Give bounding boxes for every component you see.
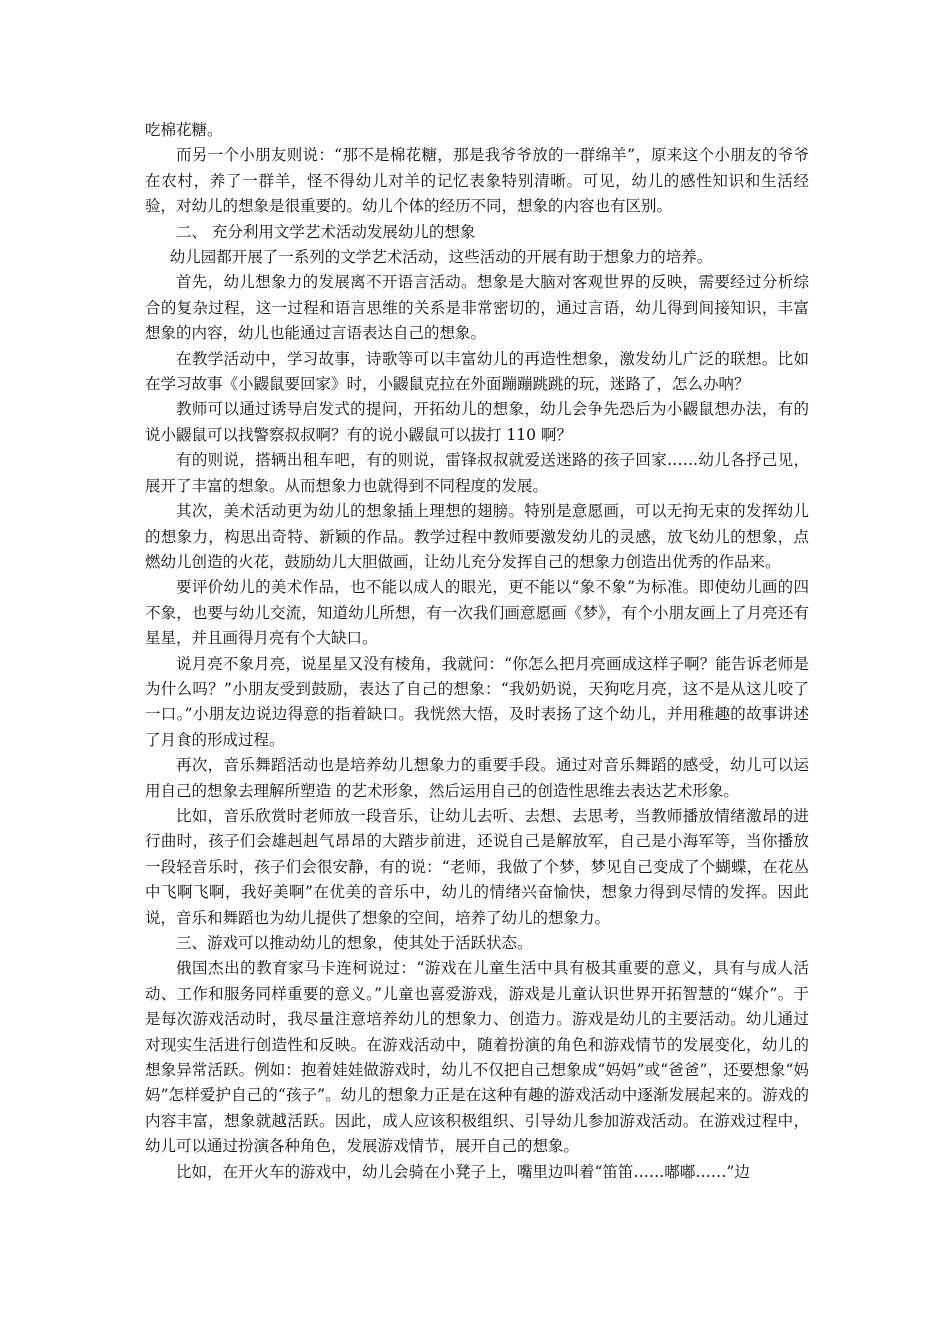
paragraph: 在教学活动中，学习故事，诗歌等可以丰富幼儿的再造性想象，激发幼儿广泛的联想。比如在学习故事《小鼹鼠要回家》时，小鼹鼠克拉在外面蹦蹦跳跳的玩，迷路了，怎么办呐？ (145, 349, 809, 394)
paragraph: 教师可以通过诱导启发式的提问，开拓幼儿的想象，幼儿会争先恐后为小鼹鼠想办法，有的说小鼹鼠可以找警察叔叔啊？有的说小鼹鼠可以拔打 110 啊？ (145, 400, 809, 444)
paragraph: 而另一个小朋友则说：“那不是棉花糖，那是我爷爷放的一群绵羊”，原来这个小朋友的爷爷在农村，养了一群羊，怪不得幼儿对羊的记忆表象特别清晰。可见，幼儿的感性知识和生活经验，对幼儿的想象是很重要的。幼儿个体的经历不同，想象的内容也有区别。 (145, 146, 809, 216)
paragraph: 吃棉花糖。 (145, 121, 223, 139)
paragraph: 比如，音乐欣赏时老师放一段音乐，让幼儿去听、去想、去思考，当教师播放情绪激昂的进行曲时，孩子们会雄赳赳气昂昂的大踏步前进，还说自己是解放军，自己是小海军等，当你播放一段轻音乐时，孩子们会很安静，有的说：“老师，我做了个梦，梦见自己变成了个蝴蝶，在花丛中飞啊飞啊，我好美啊”在优美的音乐中，幼儿的情绪兴奋愉快，想象力得到尽情的发挥。因此说，音乐和舞蹈也为幼儿提供了想象的空间，培养了幼儿的想象力。 (145, 806, 809, 927)
paragraph: 说月亮不象月亮，说星星又没有棱角，我就问：“你怎么把月亮画成这样子啊？能告诉老师是为什么吗？”小朋友受到鼓励，表达了自己的想象：“我奶奶说，天狗吃月亮，这不是从这儿咬了一口。”小朋友边说边得意的指着缺口。我恍然大悟，及时表扬了这个幼儿，并用稚趣的故事讲述了月食的形成过程。 (145, 654, 809, 749)
paragraph: 要评价幼儿的美术作品，也不能以成人的眼光，更不能以“象不象”为标准。即使幼儿画的四不象，也要与幼儿交流，知道幼儿所想，有一次我们画意愿画《梦》，有个小朋友画上了月亮还有星星，并且画得月亮有个大缺口。 (145, 578, 809, 648)
paragraph: 比如，在开火车的游戏中，幼儿会骑在小凳子上，嘴里边叫着“笛笛……嘟嘟……”边 (176, 1162, 750, 1181)
paragraph: 俄国杰出的教育家马卡连柯说过：“游戏在儿童生活中具有极其重要的意义，具有与成人活动、工作和服务同样重要的意义。”儿童也喜爱游戏，游戏是儿童认识世界开拓智慧的“媒介”。于是每次游戏活动时，我尽量注意培养幼儿的想象力、创造力。游戏是幼儿的主要活动。幼儿通过对现实生活进行创造性和反映。在游戏活动中，随着扮演的角色和游戏情节的发展变化，幼儿的想象异常活跃。例如：抱着娃娃做游戏时，幼儿不仅把自己想象成“妈妈”或“爸爸”，还要想象“妈妈”怎样爱护自己的“孩子”。幼儿的想象力正是在这种有趣的游戏活动中逐渐发展起来的。游戏的内容丰富，想象就越活跃。因此，成人应该积极组织、引导幼儿参加游戏活动。在游戏过程中，幼儿可以通过扮演各种角色，发展游戏情节，展开自己的想象。 (145, 959, 809, 1156)
paragraph: 有的则说，搭辆出租车吧，有的则说，雷锋叔叔就爱送迷路的孩子回家……幼儿各抒己见，展开了丰富的想象。从而想象力也就得到不同程度的发展。 (145, 451, 809, 495)
paragraph: 首先，幼儿想象力的发展离不开语言活动。想象是大脑对客观世界的反映，需要经过分析综合的复杂过程，这一过程和语言思维的关系是非常密切的，通过言语，幼儿得到间接知识，丰富想象的内容，幼儿也能通过言语表达自己的想象。 (145, 273, 809, 343)
paragraph: 其次，美术活动更为幼儿的想象插上理想的翅膀。特别是意愿画，可以无拘无束的发挥幼儿的想象力，构思出奇特、新颖的作品。教学过程中教师要激发幼儿的灵感，放飞幼儿的想象，点燃幼儿创造的火花，鼓励幼儿大胆做画，让幼儿充分发挥自己的想象力创造出优秀的作品来。 (145, 502, 809, 571)
section-heading: 三、游戏可以推动幼儿的想象，使其处于活跃状态。 (176, 934, 533, 952)
paragraph: 幼儿园都开展了一系列的文学艺术活动，这些活动的开展有助于想象力的培养。 (169, 248, 713, 267)
section-heading: 二、 充分利用文学艺术活动发展幼儿的想象 (176, 222, 476, 241)
document-page (145, 118, 809, 1185)
paragraph: 再次，音乐舞蹈活动也是培养幼儿想象力的重要手段。通过对音乐舞蹈的感受，幼儿可以运用自己的想象去理解所塑造 的艺术形象，然后运用自己的创造性思维去表达艺术形象。 (145, 756, 809, 800)
